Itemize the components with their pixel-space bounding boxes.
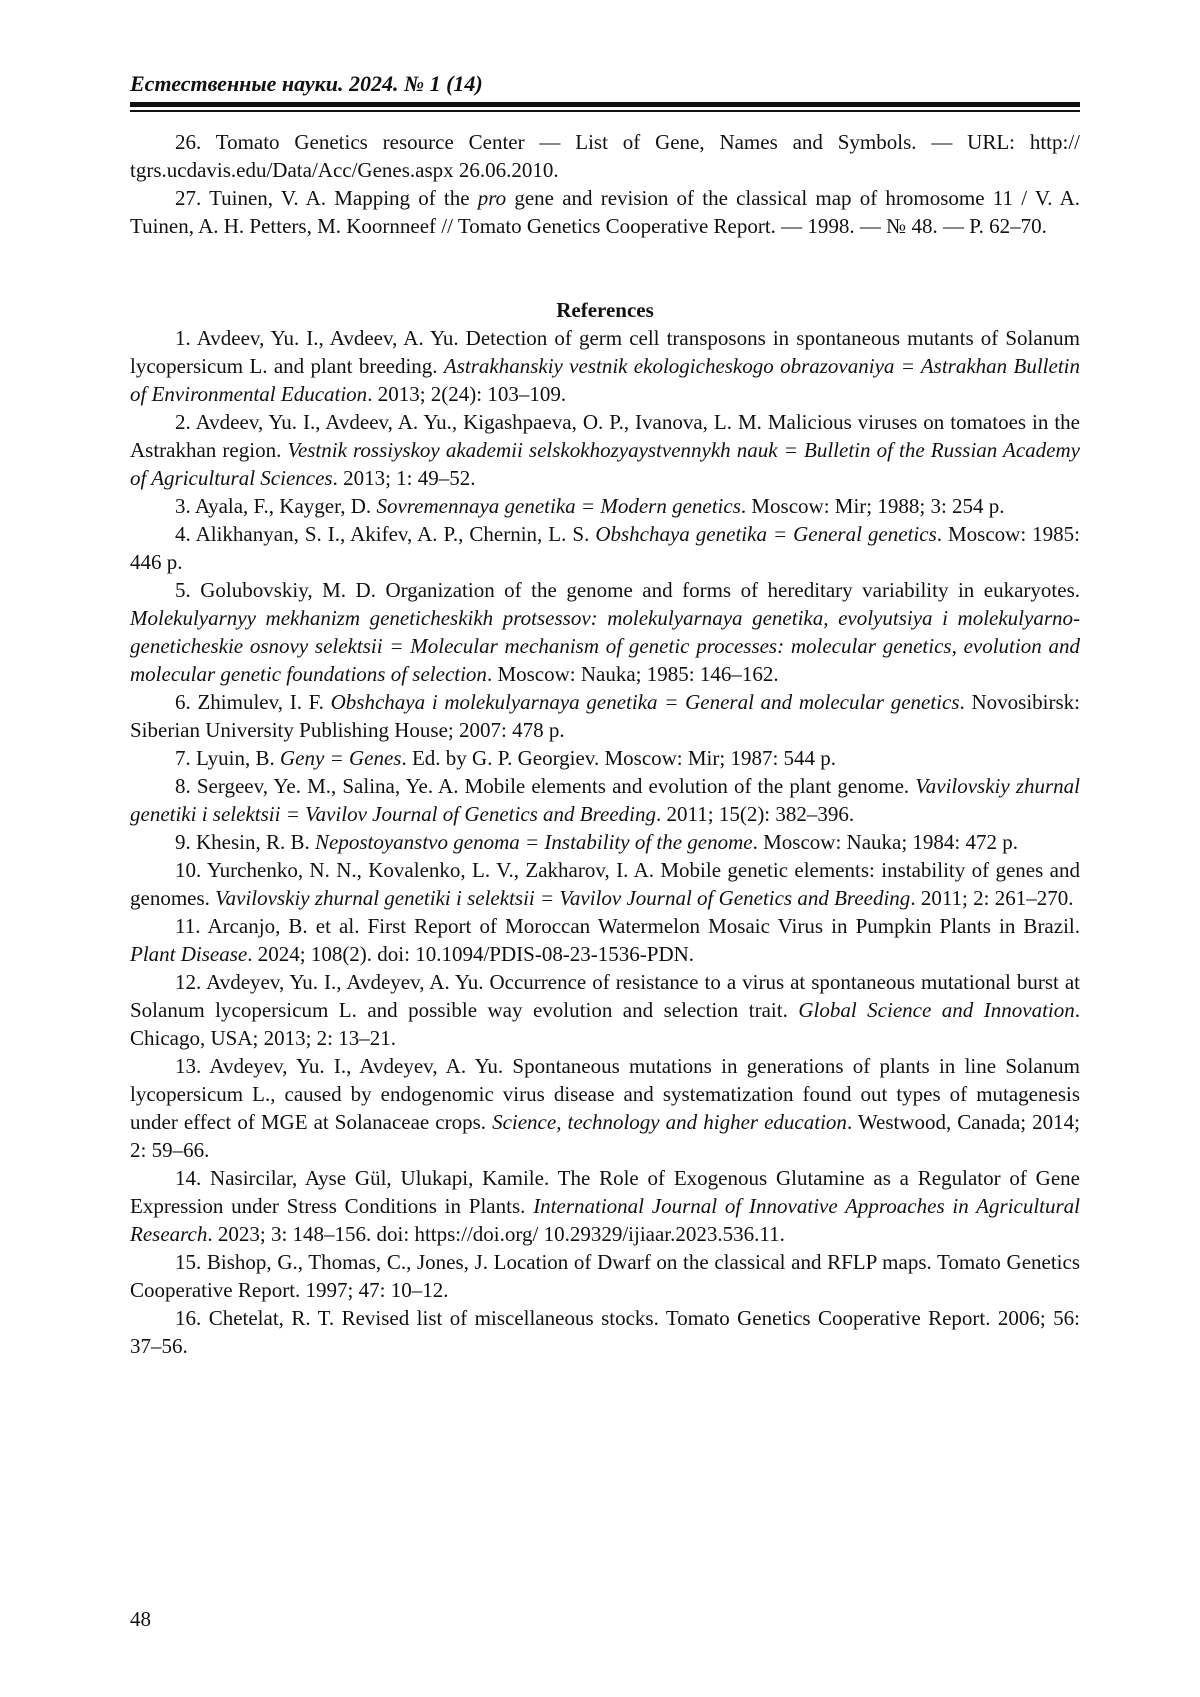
reference-number: 13. xyxy=(175,1054,202,1078)
reference-text: Khesin, R. B. xyxy=(196,830,316,854)
reference-text: Golubovskiy, M. D. Organization of the genome and forms of hereditary variability in eukaryotes. xyxy=(200,578,1080,602)
reference-number: 16. xyxy=(175,1306,202,1330)
reference-source-title: Molekulyarnyy mekhanizm geneticheskikh protsessov: molekulyarnaya genetika, evolyutsiya i molekulyarno-geneticheskie osnovy selektsii = Molecular mechanism of genetic processes: molecular genetics, evolution and molecular genetic foundations of selection xyxy=(130,606,1080,686)
reference-source-title: Vavilovskiy zhurnal genetiki i selektsii = Vavilov Journal of Genetics and Breeding xyxy=(215,886,911,910)
reference-number: 8. xyxy=(175,774,191,798)
reference-number: 5. xyxy=(175,578,191,602)
reference-entry xyxy=(130,1052,1080,1164)
reference-source-title: Astrakhanskiy vestnik ekologicheskogo obrazovaniya = Astrakhan Bulletin of Environmental Education xyxy=(130,354,1080,406)
reference-text: Avdeev, Yu. I., Avdeev, A. Yu. Detection of germ cell transposons in spontaneous mutants of Solanum lycopersicum L. and plant breeding. xyxy=(130,326,1081,378)
reference-text: Chetelat, R. T. Revised list of miscellaneous stocks. Tomato Genetics Cooperative Report. 2006; 56: 37–56. xyxy=(130,1306,1081,1358)
reference-source-title: Vavilovskiy zhurnal genetiki i selektsii = Vavilov Journal of Genetics and Breeding xyxy=(130,774,1080,826)
reference-text: Ayala, F., Kayger, D. xyxy=(194,494,377,518)
reference-text: . Chicago, USA; 2013; 2: 13–21. xyxy=(130,998,1080,1050)
reference-entry xyxy=(130,324,1080,408)
reference-text: Avdeyev, Yu. I., Avdeyev, A. Yu. Spontaneous mutations in generations of plants in line Solanum lycopersicum L., caused by endogenomic virus disease and systematization found out types of mutagenesis under effect of MGE at Solanaceae crops. xyxy=(130,1054,1080,1134)
reference-text: gene and revision of the classical map of hromosome 11 / V. A. Tuinen, A. H. Petters, M. Koornneef // Tomato Genetics Cooperative Report. — 1998. — № 48. — P. 62–70. xyxy=(130,186,1080,238)
reference-source-title: pro xyxy=(477,186,507,210)
reference-source-title: International Journal of Innovative Approaches in Agricultural Research xyxy=(130,1194,1080,1246)
reference-entry xyxy=(130,128,1080,184)
reference-source-title: Sovremennaya genetika = Modern genetics xyxy=(376,494,741,518)
reference-number: 2. xyxy=(175,410,191,434)
reference-number: 11. xyxy=(175,914,201,938)
bibliography-continued xyxy=(130,128,1080,240)
reference-entry xyxy=(130,1304,1080,1360)
reference-source-title: Vestnik rossiyskoy akademii selskokhozyaystvennykh nauk = Bulletin of the Russian Academy of Agricultural Sciences xyxy=(130,438,1080,490)
article-body xyxy=(130,128,1080,1360)
reference-entry xyxy=(130,856,1080,912)
reference-number: 1. xyxy=(175,326,191,350)
reference-text: . 2023; 3: 148–156. doi: https://doi.org/ 10.29329/ijiaar.2023.536.11. xyxy=(207,1222,785,1246)
reference-number: 3. xyxy=(175,494,191,518)
reference-number: 10. xyxy=(175,858,202,882)
reference-text: . 2024; 108(2). doi: 10.1094/PDIS-08-23-1536-PDN. xyxy=(247,942,695,966)
reference-entry xyxy=(130,492,1080,520)
reference-entry xyxy=(130,1164,1080,1248)
reference-entry xyxy=(130,408,1080,492)
reference-source-title: Global Science and Innovation xyxy=(798,998,1075,1022)
reference-entry xyxy=(130,520,1080,576)
reference-text: . Moscow: 1985: 446 p. xyxy=(130,522,1081,574)
reference-number: 27. xyxy=(175,186,202,210)
reference-entry xyxy=(130,1248,1080,1304)
reference-number: 12. xyxy=(175,970,202,994)
reference-number: 9. xyxy=(175,830,191,854)
reference-text: Sergeev, Ye. M., Salina, Ye. A. Mobile elements and evolution of the plant genome. xyxy=(196,774,916,798)
reference-source-title: Geny = Genes xyxy=(280,746,402,770)
reference-text: . Ed. by G. P. Georgiev. Moscow: Mir; 1987: 544 p. xyxy=(401,746,837,770)
reference-text: . 2011; 15(2): 382–396. xyxy=(656,802,855,826)
reference-entry xyxy=(130,576,1080,688)
reference-text: Lyuin, B. xyxy=(196,746,281,770)
reference-number: 7. xyxy=(175,746,191,770)
reference-entry xyxy=(130,772,1080,828)
header-rule-thin xyxy=(130,110,1080,112)
reference-text: Bishop, G., Thomas, C., Jones, J. Location of Dwarf on the classical and RFLP maps. Tomato Genetics Cooperative Report. 1997; 47: 10–12. xyxy=(130,1250,1081,1302)
reference-number: 4. xyxy=(175,522,191,546)
reference-text: Avdeyev, Yu. I., Avdeyev, A. Yu. Occurrence of resistance to a virus at spontaneous mutational burst at Solanum lycopersicum L. and possible way evolution and selection trait. xyxy=(130,970,1081,1022)
reference-text: Zhimulev, I. F. xyxy=(197,690,331,714)
reference-entry xyxy=(130,912,1080,968)
reference-text: . Novosibirsk: Siberian University Publishing House; 2007: 478 p. xyxy=(130,690,1080,742)
reference-source-title: Science, technology and higher education xyxy=(492,1110,847,1134)
reference-source-title: Nepostoyanstvo genoma = Instability of the genome xyxy=(315,830,753,854)
reference-source-title: Obshchaya genetika = General genetics xyxy=(595,522,937,546)
reference-number: 14. xyxy=(175,1166,202,1190)
reference-source-title: Obshchaya i molekulyarnaya genetika = General and molecular genetics xyxy=(330,690,960,714)
reference-text: . 2013; 2(24): 103–109. xyxy=(367,382,567,406)
reference-text: . Westwood, Canada; 2014; 2: 59–66. xyxy=(130,1110,1080,1162)
reference-number: 15. xyxy=(175,1250,202,1274)
reference-text: Tomato Genetics resource Center — List of Gene, Names and Symbols. — URL: http:// tgrs.ucdavis.edu/Data/Acc/Genes.aspx 26.06.2010. xyxy=(130,130,1080,182)
reference-entry xyxy=(130,184,1080,240)
page-number: 48 xyxy=(130,1607,151,1631)
reference-text: . Moscow: Mir; 1988; 3: 254 p. xyxy=(740,494,1005,518)
reference-entry xyxy=(130,688,1080,744)
reference-text: . Moscow: Nauka; 1984: 472 p. xyxy=(752,830,1019,854)
reference-entry xyxy=(130,968,1080,1052)
header-rule-thick xyxy=(130,102,1080,107)
reference-number: 26. xyxy=(175,130,202,154)
reference-text: Arcanjo, B. et al. First Report of Moroccan Watermelon Mosaic Virus in Pumpkin Plants in Brazil. xyxy=(207,914,1080,938)
reference-text: . Moscow: Nauka; 1985: 146–162. xyxy=(486,662,779,686)
reference-text: . 2013; 1: 49–52. xyxy=(332,466,476,490)
reference-text: Yurchenko, N. N., Kovalenko, L. V., Zakharov, I. A. Mobile genetic elements: instability of genes and genomes. xyxy=(130,858,1080,910)
reference-text: Nasircilar, Ayse Gül, Ulukapi, Kamile. The Role of Exogenous Glutamine as a Regulator of Gene Expression under Stress Conditions in Plants. xyxy=(130,1166,1080,1218)
reference-text: Alikhanyan, S. I., Akifev, A. P., Chernin, L. S. xyxy=(195,522,596,546)
reference-entry xyxy=(130,828,1080,856)
reference-text: Avdeev, Yu. I., Avdeev, A. Yu., Kigashpaeva, O. P., Ivanova, L. M. Malicious viruses on tomatoes in the Astrakhan region. xyxy=(130,410,1080,462)
references-heading: References xyxy=(556,298,654,322)
running-header: Естественные науки. 2024. № 1 (14) xyxy=(130,71,483,96)
reference-text: Tuinen, V. A. Mapping of the xyxy=(209,186,478,210)
reference-entry xyxy=(130,744,1080,772)
references-list xyxy=(130,324,1080,1360)
reference-source-title: Plant Disease xyxy=(130,942,248,966)
reference-number: 6. xyxy=(175,690,191,714)
reference-text: . 2011; 2: 261–270. xyxy=(910,886,1074,910)
